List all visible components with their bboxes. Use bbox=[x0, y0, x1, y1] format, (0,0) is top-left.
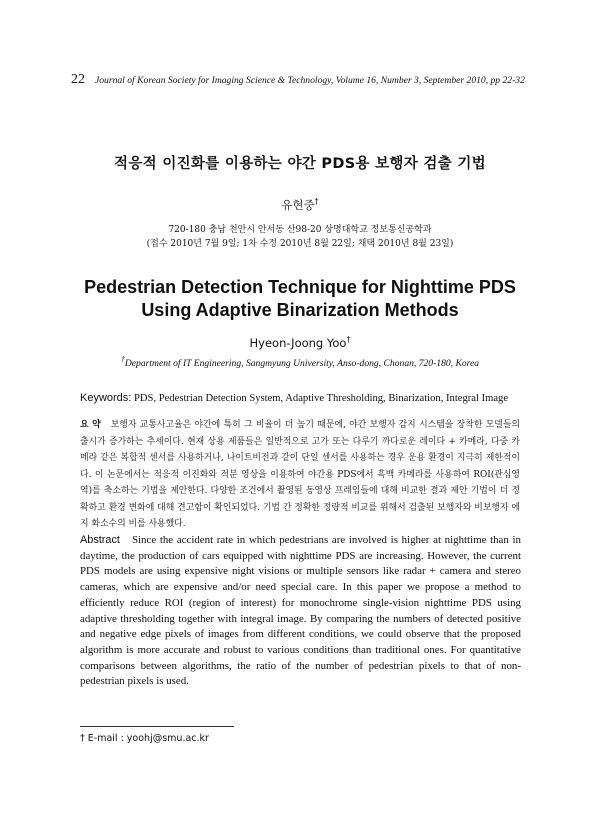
english-abstract-label: Abstract bbox=[80, 534, 120, 546]
keywords bbox=[80, 392, 530, 404]
korean-abstract bbox=[80, 417, 520, 533]
affiliation-dagger: † bbox=[120, 354, 125, 364]
korean-abstract-text: 보행자 교통사고율은 야간에 특히 그 비율이 더 높기 때문에, 야간 보행자 감지 시스템을 장착한 모델들의 출시가 증가하는 추세이다. 현재 상용 제품들은 일반적으로 고가 또는 다루기 까다로운 레이다 + 카메라, 다중 카메라 같은 복합적 센서를 사용하거나, 나이트비전과 같이 단일 센서를 사용하는 경우 운용 환경이 지극히 제한적이다. 이 논문에서는 적응적 이진화와 적분 영상을 이용하여 야간용 PDS에서 흑백 카메라를 사용하여 ROI(관심영역)를 축소하는 기법을 제안한다. 다양한 조건에서 촬영된 동영상 프레임들에 대해 비교한 결과 제안 기법이 더 정확하고 환경 변화에 대해 견고함이 확인되었다. 기법 간 정확한 정량적 비교를 위해서 검출된 보행자와 비보행자 에지 화소수의 비를 사용했다. bbox=[80, 420, 520, 529]
english-title bbox=[0, 276, 600, 322]
keywords-label: Keywords: bbox=[80, 392, 132, 404]
english-abstract-text: Since the accident rate in which pedestrians are involved is higher at nighttime than in daytime, the production of cars equipped with nighttime PDS are increasing. However, the current PDS models are using expensive night visions or multiple sensors like radar + camera and stereo cameras, which are expensive and/or need special care. In this paper we propose a method to efficiently reduce ROI (region of interest) for monochrome single-vision nighttime PDS using adaptive thresholding together with integral image. By comparing the numbers of detected positive and negative edge pixels of images from different conditions, we could observe that the proposed algorithm is more accurate and robust to various conditions than traditional ones. For quantitative comparisons between algorithms, the ratio of the number of pedestrian pixels to that of non-pedestrian pixels is used. bbox=[80, 534, 521, 688]
footnote-divider bbox=[80, 726, 234, 727]
english-author-dagger: † bbox=[346, 335, 351, 345]
english-affiliation-text: Department of IT Engineering, Sangmyung University, Anso-dong, Chonan, 720-180, Korea bbox=[124, 358, 480, 369]
korean-abstract-label: 요 약 bbox=[80, 420, 101, 430]
footnote bbox=[80, 733, 209, 744]
footnote-dagger: † bbox=[80, 733, 85, 744]
korean-affiliation: 720-180 충남 천안시 안서동 산98-20 상명대학교 정보통신공학과 bbox=[168, 225, 432, 235]
author-dagger: † bbox=[314, 197, 319, 207]
english-author-name: Hyeon-Joong Yoo bbox=[249, 336, 347, 350]
journal-citation: Journal of Korean Society for Imaging Science & Technology, Volume 16, Number 3, September 2010, pp 22-32 bbox=[95, 75, 525, 86]
keywords-text: PDS, Pedestrian Detection System, Adaptive Thresholding, Binarization, Integral Image bbox=[134, 393, 509, 404]
running-header bbox=[71, 70, 525, 88]
english-author bbox=[0, 336, 600, 350]
english-title-line2: Using Adaptive Binarization Methods bbox=[141, 300, 459, 320]
korean-title: 적응적 이진화를 이용하는 야간 PDS용 보행자 검출 기법 bbox=[114, 156, 486, 172]
page-number: 22 bbox=[71, 72, 85, 87]
korean-author-name: 유현중 bbox=[281, 198, 315, 212]
submission-dates: (접수 2010년 7월 9일; 1차 수정 2010년 8월 22일; 채택 2010년 8월 23일) bbox=[146, 239, 454, 249]
english-title-line1: Pedestrian Detection Technique for Nighttime PDS bbox=[84, 277, 516, 297]
english-affiliation bbox=[0, 354, 600, 369]
english-abstract bbox=[80, 533, 521, 690]
footnote-email: E-mail : yoohj@smu.ac.kr bbox=[87, 733, 209, 744]
korean-author bbox=[0, 197, 600, 213]
